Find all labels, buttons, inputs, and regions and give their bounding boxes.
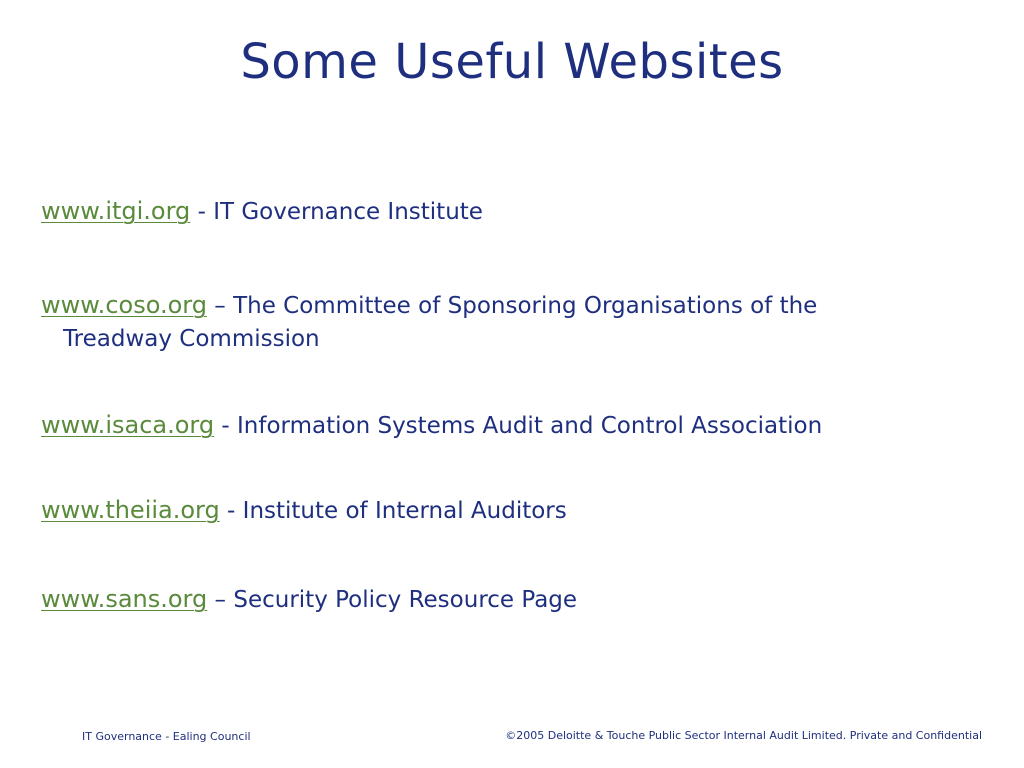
entry-description: IT Governance Institute — [213, 199, 483, 225]
website-entry-theiia — [41, 494, 991, 528]
website-entry-isaca — [41, 409, 991, 443]
entry-description: The Committee of Sponsoring Organisations of the — [233, 293, 818, 319]
entry-separator: – — [207, 587, 234, 613]
entry-description: Security Policy Resource Page — [233, 587, 578, 613]
slide-title: Some Useful Websites — [240, 34, 784, 90]
website-entry-sans — [41, 583, 991, 617]
link-coso[interactable]: www.coso.org — [41, 291, 207, 319]
link-theiia[interactable]: www.theiia.org — [41, 496, 220, 524]
entry-description-continued: Treadway Commission — [63, 326, 320, 352]
link-isaca[interactable]: www.isaca.org — [41, 411, 215, 439]
website-entry-coso — [41, 289, 991, 356]
entry-separator: - — [219, 498, 243, 524]
footer-left-text: IT Governance - Ealing Council — [82, 730, 251, 743]
website-entry-itgi — [41, 195, 991, 229]
entry-separator: – — [206, 293, 234, 319]
link-sans[interactable]: www.sans.org — [41, 585, 208, 613]
link-itgi[interactable]: www.itgi.org — [41, 197, 191, 225]
entry-separator: - — [214, 413, 238, 439]
footer-copyright: ©2005 Deloitte & Touche Public Sector Internal Audit Limited. Private and Confidential — [505, 729, 982, 742]
entry-separator: - — [190, 199, 214, 225]
entry-description: Information Systems Audit and Control Association — [237, 413, 823, 439]
entry-description: Institute of Internal Auditors — [242, 498, 567, 524]
